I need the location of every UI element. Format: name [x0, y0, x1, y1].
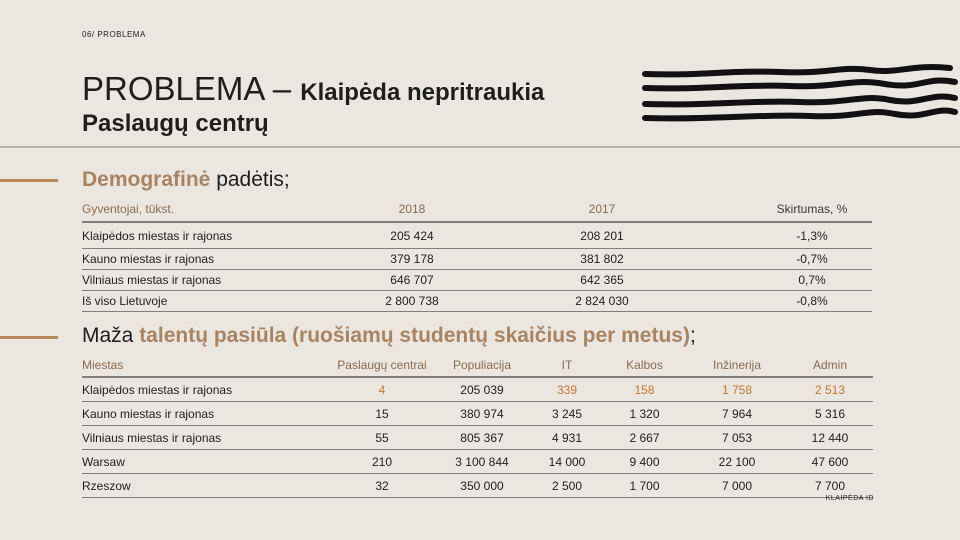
section1-rest: padėtis; [210, 168, 290, 191]
table-cell: 2 513 [787, 377, 873, 402]
slide-kicker: 06/ PROBLEMA [82, 30, 146, 39]
section2-suffix: ; [689, 324, 696, 347]
table-cell: 4 [332, 377, 432, 402]
col-header: IT [532, 353, 602, 377]
table-cell: Warsaw [82, 450, 332, 474]
table-cell: Klaipėdos miestas ir rajonas [82, 222, 372, 249]
section1-heading [82, 168, 290, 192]
table-cell: 208 201 [452, 222, 752, 249]
table-cell: Kauno miestas ir rajonas [82, 249, 372, 270]
table-row [82, 426, 873, 450]
col-header: Populiacija [432, 353, 532, 377]
table-cell: 4 931 [532, 426, 602, 450]
talent-table [82, 353, 873, 498]
table-cell: -0,8% [752, 291, 872, 312]
table-cell: 14 000 [532, 450, 602, 474]
table-row [82, 450, 873, 474]
table-cell: 1 320 [602, 402, 687, 426]
col-header: 2017 [452, 197, 752, 222]
header-divider [0, 146, 960, 148]
page-title [82, 70, 544, 112]
table-row [82, 377, 873, 402]
table-row [82, 249, 872, 270]
table-cell: 7 964 [687, 402, 787, 426]
title-main: PROBLEMA – [82, 70, 301, 107]
table-cell: 7 053 [687, 426, 787, 450]
col-header: Admin [787, 353, 873, 377]
table-cell: 2 667 [602, 426, 687, 450]
col-header: Paslaugų centrai [332, 353, 432, 377]
table-row [82, 270, 872, 291]
col-header: Kalbos [602, 353, 687, 377]
table-header-row [82, 353, 873, 377]
page-title-line2: Paslaugų centrų [82, 110, 269, 137]
section1-marker [0, 179, 58, 182]
table-row [82, 402, 873, 426]
table-cell: 1 758 [687, 377, 787, 402]
col-header: 2018 [372, 197, 452, 222]
table-cell: Kauno miestas ir rajonas [82, 402, 332, 426]
table-cell: 3 100 844 [432, 450, 532, 474]
section1-accent: Demografinė [82, 168, 211, 191]
table-cell: 350 000 [432, 474, 532, 498]
table-cell: 379 178 [372, 249, 452, 270]
table-row [82, 291, 872, 312]
table-cell: 12 440 [787, 426, 873, 450]
table-cell: 380 974 [432, 402, 532, 426]
table-cell: 646 707 [372, 270, 452, 291]
table-cell: 642 365 [452, 270, 752, 291]
table-cell: 205 424 [372, 222, 452, 249]
title-sub: Klaipėda nepritraukia [300, 79, 545, 106]
table-cell: 339 [532, 377, 602, 402]
col-header: Gyventojai, tūkst. [82, 197, 372, 222]
table-cell: -1,3% [752, 222, 872, 249]
col-header: Skirtumas, % [752, 197, 872, 222]
table-header-row [82, 197, 872, 222]
table-cell: -0,7% [752, 249, 872, 270]
table-cell: 1 700 [602, 474, 687, 498]
section2-heading [82, 324, 696, 348]
table-cell: Iš viso Lietuvoje [82, 291, 372, 312]
table-cell: 22 100 [687, 450, 787, 474]
section2-marker [0, 336, 58, 339]
table-row [82, 474, 873, 498]
table-cell: 2 500 [532, 474, 602, 498]
table-cell: Rzeszow [82, 474, 332, 498]
table-cell: 381 802 [452, 249, 752, 270]
section2-accent: talentų pasiūla (ruošiamų studentų skaičius per metus) [139, 324, 690, 347]
table-cell: 7 000 [687, 474, 787, 498]
table-cell: 55 [332, 426, 432, 450]
wave-logo-icon [640, 60, 960, 140]
table-cell: 210 [332, 450, 432, 474]
table-cell: 32 [332, 474, 432, 498]
table-cell: 2 800 738 [372, 291, 452, 312]
table-cell: 15 [332, 402, 432, 426]
table-cell: 9 400 [602, 450, 687, 474]
table-cell: 5 316 [787, 402, 873, 426]
table-cell: Klaipėdos miestas ir rajonas [82, 377, 332, 402]
col-header: Miestas [82, 353, 332, 377]
table-row [82, 222, 872, 249]
footer-brand: KLAIPĖDA ID [825, 495, 874, 502]
demographics-table [82, 197, 872, 312]
table-cell: 805 367 [432, 426, 532, 450]
table-cell: 7 700 [787, 474, 873, 498]
table-cell: 2 824 030 [452, 291, 752, 312]
table-cell: 47 600 [787, 450, 873, 474]
table-cell: Vilniaus miestas ir rajonas [82, 270, 372, 291]
table-cell: 158 [602, 377, 687, 402]
table-cell: 0,7% [752, 270, 872, 291]
table-cell: Vilniaus miestas ir rajonas [82, 426, 332, 450]
section2-prefix: Maža [82, 324, 140, 347]
col-header: Inžinerija [687, 353, 787, 377]
table-cell: 3 245 [532, 402, 602, 426]
table-cell: 205 039 [432, 377, 532, 402]
